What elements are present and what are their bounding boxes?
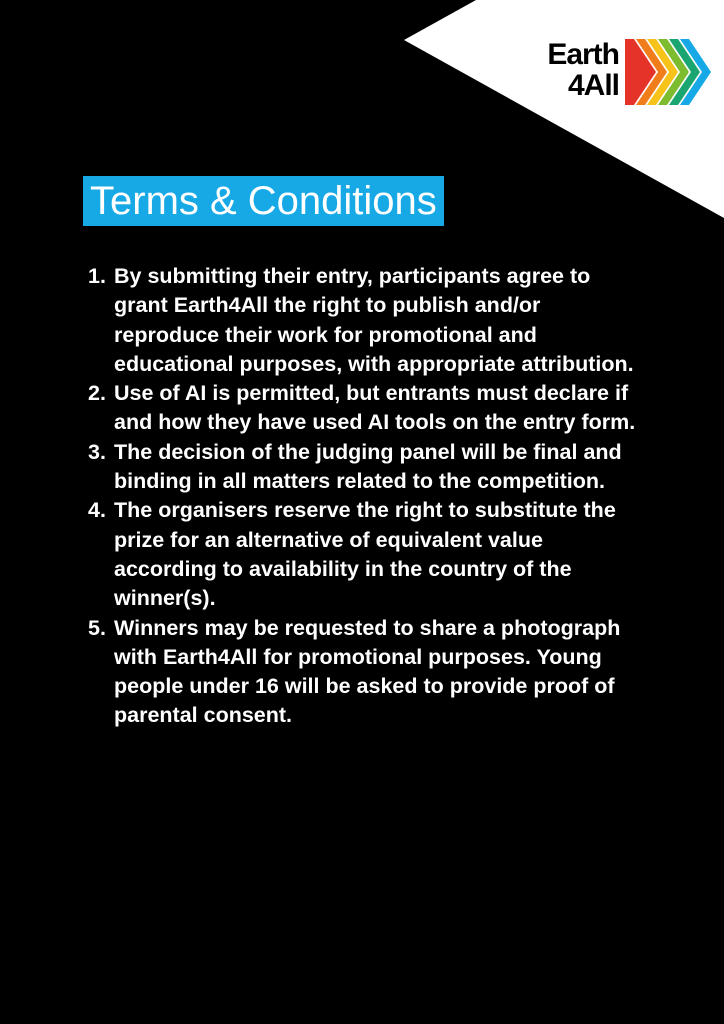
term-text: Use of AI is permitted, but entrants must declare if and how they have used AI tools on the entry form. (114, 381, 636, 435)
term-item-2 (88, 379, 648, 438)
page-title: Terms & Conditions (90, 179, 437, 223)
term-item-3 (88, 438, 648, 497)
term-number: 5. (88, 615, 106, 640)
earth4all-logo (517, 39, 713, 105)
term-text: Winners may be requested to share a photograph with Earth4All for promotional purposes. Young people under 16 will be asked to provide proof of parental consent. (114, 615, 621, 728)
term-item-5 (88, 614, 648, 731)
term-item-4 (88, 496, 648, 613)
term-item-1 (88, 262, 648, 379)
term-text: By submitting their entry, participants agree to grant Earth4All the right to publish and/or reproduce their work for promotional and educational purposes, with appropriate attribution. (114, 264, 634, 376)
term-number: 1. (88, 264, 106, 288)
logo-chevron-stripes-icon (625, 39, 713, 105)
logo-line-2: 4All (567, 69, 619, 102)
term-text: The organisers reserve the right to substitute the prize for an alternative of equivalent value according to availability in the country of the winner(s). (114, 498, 616, 611)
term-number: 4. (88, 498, 106, 523)
term-number: 2. (88, 381, 106, 406)
title-highlight (83, 176, 444, 226)
terms-list (88, 262, 648, 731)
term-text: The decision of the judging panel will be final and binding in all matters related to the competition. (114, 439, 622, 494)
logo-wordmark (517, 39, 619, 101)
logo-line-1: Earth (547, 38, 619, 71)
term-number: 3. (88, 439, 106, 464)
